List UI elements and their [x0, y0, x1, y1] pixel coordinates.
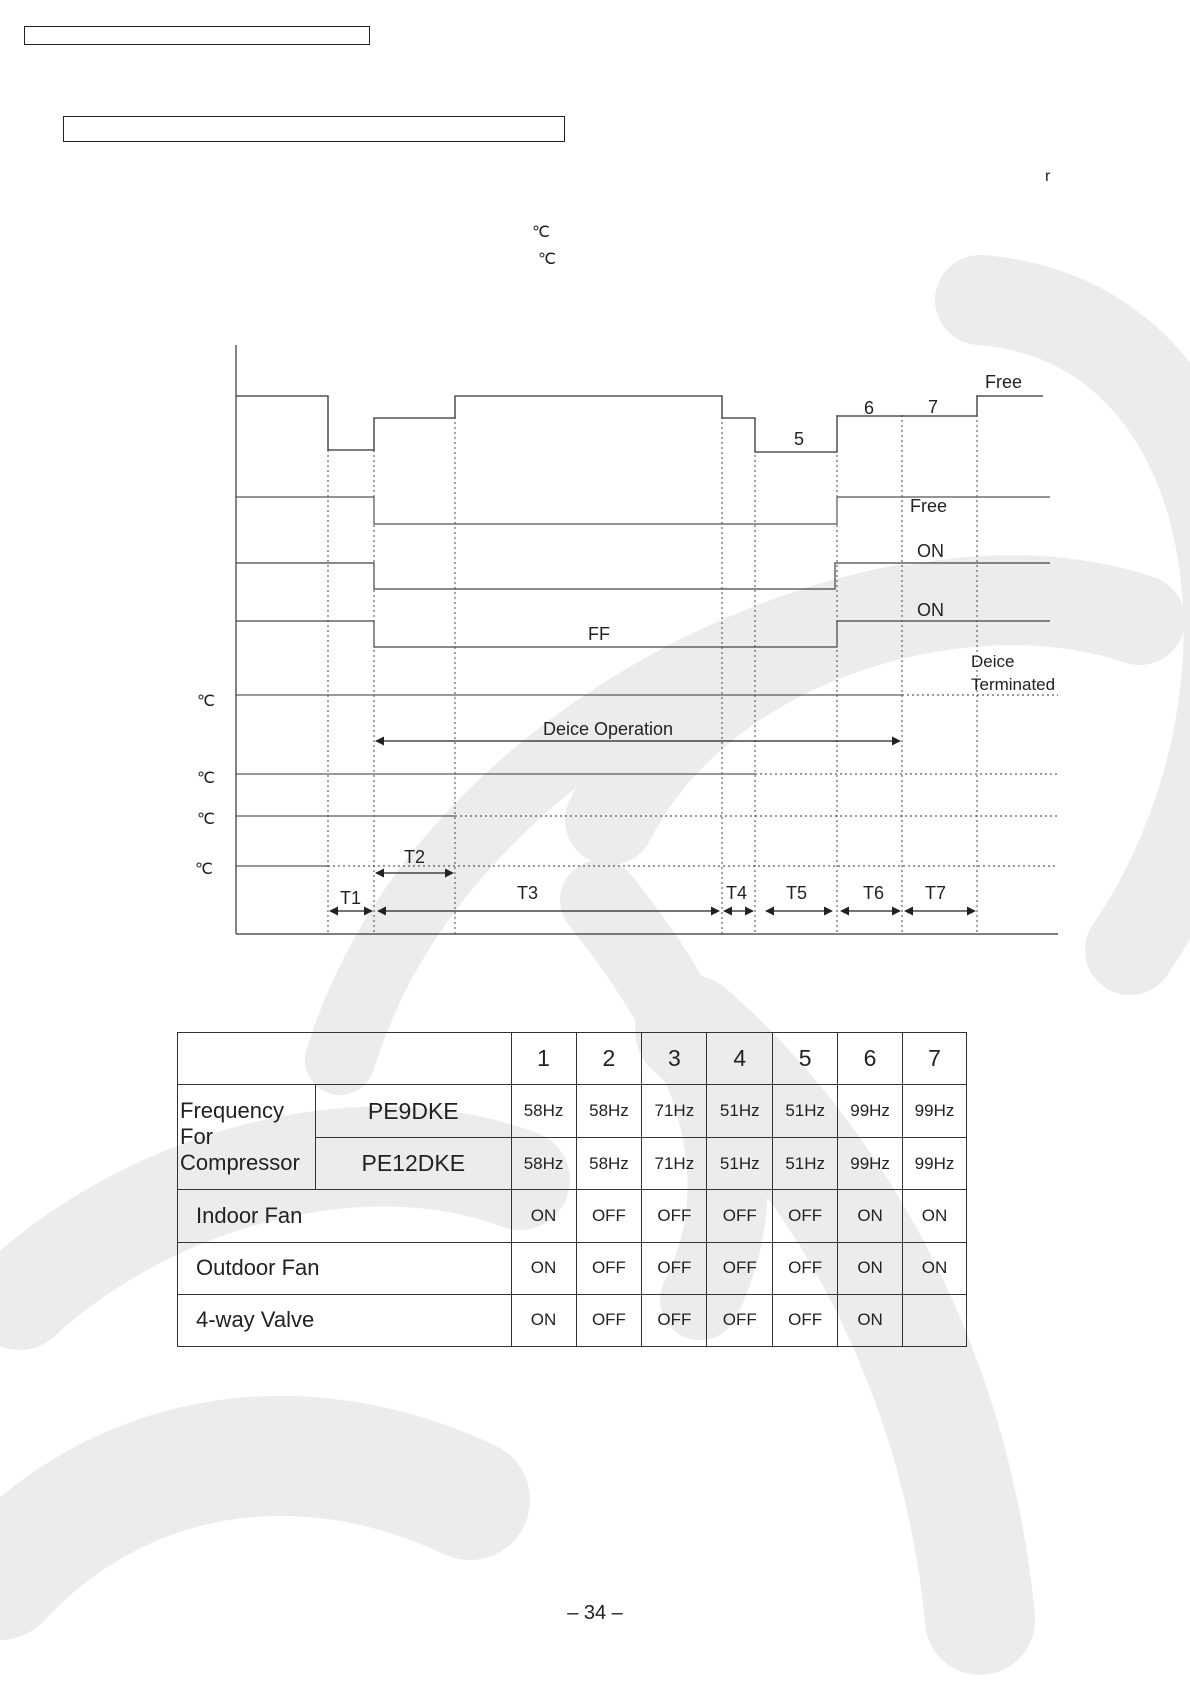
table-cell: 51Hz [773, 1085, 838, 1138]
table-cell: ON [838, 1190, 903, 1242]
degree-mark-2: ℃ [538, 251, 556, 268]
table-cell: OFF [642, 1190, 707, 1242]
free-top-label: Free [985, 372, 1023, 392]
interval-label-t4: T4 [726, 883, 748, 903]
table-cell: OFF [773, 1190, 838, 1242]
outdoor-fan-label: Outdoor Fan [178, 1242, 512, 1294]
page-number: – 34 – [567, 1602, 623, 1624]
temp-mark-4: ℃ [195, 861, 213, 878]
table-header-row [178, 1033, 967, 1085]
table-row [178, 1190, 967, 1242]
table-cell: 71Hz [642, 1085, 707, 1138]
column-header: 3 [642, 1033, 707, 1085]
table-cell: OFF [707, 1294, 773, 1346]
table-cell: 51Hz [707, 1085, 773, 1138]
indoor-fan-label: Indoor Fan [178, 1190, 512, 1242]
model-label: PE9DKE [315, 1085, 511, 1138]
table-cell: 99Hz [838, 1138, 903, 1190]
table-corner-cell [178, 1033, 512, 1085]
interval-label-t3: T3 [517, 883, 539, 903]
four-way-valve-trace [236, 621, 1050, 647]
temp-mark-2: ℃ [197, 770, 215, 787]
table-cell: ON [511, 1242, 576, 1294]
temp-mark-1: ℃ [197, 693, 215, 710]
step-5-label: 5 [794, 429, 805, 449]
frequency-for-compressor-label [178, 1085, 316, 1190]
table-cell: 99Hz [903, 1138, 967, 1190]
deice-operation-label: Deice Operation [543, 719, 674, 739]
table-row [178, 1294, 967, 1346]
table-row [178, 1085, 967, 1138]
table-cell: OFF [773, 1294, 838, 1346]
deice-terminated-label-2: Terminated [971, 675, 1056, 694]
step-6-label: 6 [864, 398, 875, 418]
table-cell: 71Hz [642, 1138, 707, 1190]
table-cell: OFF [576, 1294, 642, 1346]
step-7-label: 7 [928, 397, 939, 417]
interval-label-t1: T1 [340, 888, 362, 908]
table-cell: 58Hz [576, 1085, 642, 1138]
column-header: 2 [576, 1033, 642, 1085]
table-cell: 99Hz [838, 1085, 903, 1138]
interval-gridlines [328, 395, 977, 934]
column-header: 5 [773, 1033, 838, 1085]
table-cell: OFF [773, 1242, 838, 1294]
temp-mark-3: ℃ [197, 811, 215, 828]
frequency-label-line: Compressor [180, 1150, 300, 1176]
table-cell: ON [838, 1242, 903, 1294]
frequency-label-line: Frequency [180, 1098, 284, 1124]
degree-mark-1: ℃ [532, 224, 550, 241]
on-outdoor-label: ON [917, 541, 944, 561]
column-header: 4 [707, 1033, 773, 1085]
table-cell: OFF [576, 1242, 642, 1294]
frequency-label-line: For [180, 1124, 213, 1150]
interval-label-t5: T5 [786, 883, 808, 903]
deice-terminated-label-1: Deice [971, 652, 1015, 671]
on-valve-label: ON [917, 600, 944, 620]
table-row [178, 1242, 967, 1294]
table-cell: ON [511, 1190, 576, 1242]
table-cell: 51Hz [707, 1138, 773, 1190]
table-cell: OFF [707, 1242, 773, 1294]
table-cell: ON [903, 1242, 967, 1294]
table-cell: ON [511, 1294, 576, 1346]
table-cell: OFF [642, 1294, 707, 1346]
table-cell: 58Hz [511, 1085, 576, 1138]
interval-label-t6: T6 [863, 883, 885, 903]
table-cell: ON [838, 1294, 903, 1346]
outdoor-fan-trace [236, 563, 1050, 589]
compressor-frequency-trace [236, 396, 1043, 452]
column-header: 1 [511, 1033, 576, 1085]
table-cell: ON [903, 1190, 967, 1242]
table-cell: 99Hz [903, 1085, 967, 1138]
table-cell: 58Hz [511, 1138, 576, 1190]
table-cell: OFF [707, 1190, 773, 1242]
four-way-valve-label: 4-way Valve [178, 1294, 512, 1346]
model-label: PE12DKE [315, 1138, 511, 1190]
ff-label: FF [588, 624, 610, 644]
free-indoor-label: Free [910, 496, 948, 516]
interval-label-t2: T2 [404, 847, 426, 867]
interval-label-t7: T7 [925, 883, 947, 903]
table-cell: OFF [576, 1190, 642, 1242]
deice-operation-table [177, 1032, 967, 1347]
table-cell: 51Hz [773, 1138, 838, 1190]
column-header: 7 [903, 1033, 967, 1085]
table-cell: 58Hz [576, 1138, 642, 1190]
table-cell [903, 1294, 967, 1346]
table-cell: OFF [642, 1242, 707, 1294]
column-header: 6 [838, 1033, 903, 1085]
margin-letter: r [1045, 168, 1051, 185]
